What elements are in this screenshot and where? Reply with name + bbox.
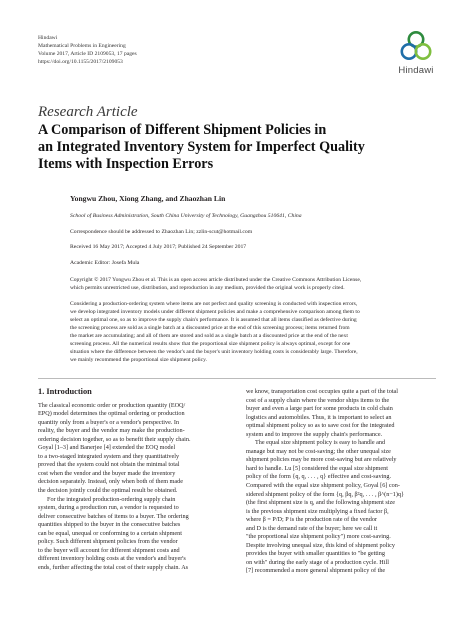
paragraph-line: on with" during the early stage of a production cycle. Hill — [246, 558, 389, 566]
abstract-line: situation where the difference between the vendor's and the buyer's unit inventory holding costs is considerably large. Therefore, — [70, 349, 358, 356]
paragraph-line: system and to improve the supply chain's performance. — [246, 430, 383, 438]
paragraph-line: cost of a supply chain where the vendor ships items to the — [246, 396, 390, 404]
paragraph-line: decision separately. Instead, only when both of them made — [38, 478, 183, 486]
publisher-name: Hindawi — [38, 35, 58, 41]
paragraph — [38, 496, 228, 573]
paragraph-line: quantity only from a buyer's or a vendor's perspective. In — [38, 418, 180, 426]
paragraph-line: is the previous shipment size multiplying a fixed factor β, — [246, 507, 389, 515]
paragraph-line: hard to handle. Lu [5] considered the equal size shipment — [246, 464, 388, 472]
paragraph-line: Goyal [1–3] and Banerjee [4] extended the EOQ model — [38, 444, 176, 452]
body-column-right — [246, 388, 436, 576]
volume-line: Volume 2017, Article ID 2109053, 17 pages — [38, 51, 137, 58]
abstract-line: Considering a production-ordering system where items are not perfect and quality screening is conducted with inspection errors, — [70, 301, 358, 307]
journal-name: Mathematical Problems in Engineering — [38, 43, 126, 50]
article-type: Research Article — [38, 104, 138, 120]
paragraph-line: deliver consecutive batches of items to a buyer. The ordering — [38, 512, 189, 520]
abstract-line: the market are accumulating; and all of them are stored and sold as a single batch at a discounted price at the end of the next — [70, 333, 348, 340]
correspondence: Correspondence should be addressed to Zhaozhan Lin; zzlin-scut@hotmail.com — [70, 229, 253, 235]
paragraph-line: we know, transportation cost occupies quite a part of the total — [246, 388, 399, 395]
abstract-line: the screening process are sold as a single batch at a discounted price at the end of this screening process; items returned from — [70, 325, 350, 332]
paragraph-line: policy of the form {q, q, . . . , q} effective and cost-saving. — [246, 473, 392, 481]
paragraph-line: shipment policies may be more cost-saving but are relatively — [246, 456, 397, 464]
author-list: Yongwu Zhou, Xiong Zhang, and Zhaozhan Lin — [70, 194, 226, 203]
paragraph-line: For the integrated production-ordering supply chain — [47, 495, 176, 503]
title-line: an Integrated Inventory System for Imperfect Quality — [38, 139, 365, 156]
paragraph-line: where β = P/D; P is the production rate of the vendor — [246, 516, 377, 524]
paragraph-line: to a two-staged integrated system and they quantitatively — [38, 452, 180, 460]
paragraph-line: Compared with the equal size shipment policy, Goyal [6] con- — [246, 482, 400, 490]
paragraph-line: and D is the demand rate of the buyer; here we call it — [246, 524, 378, 532]
hindawi-rings-icon — [399, 30, 433, 64]
paragraph-line: can be equal, unequal or conforming to a certain shipment — [38, 529, 182, 537]
paragraph-line: proved that the system could not obtain the minimal total — [38, 461, 180, 469]
paragraph-line: (the first shipment size is q, and the following shipment size — [246, 499, 395, 507]
logo-wordmark: Hindawi — [398, 65, 434, 76]
paragraph-line: "the proportional size shipment policy") more cost-saving. — [246, 533, 391, 541]
paragraph — [246, 439, 436, 576]
paragraph-line: provides the buyer with smaller quantities to "be getting — [246, 550, 385, 558]
paragraph-line: The equal size shipment policy is easy to handle and — [255, 439, 386, 447]
paragraph — [38, 402, 228, 496]
paragraph-line: [7] recommended a more general shipment policy of the — [246, 567, 386, 575]
paragraph-line: EPQ) model determines the optimal ordering or production — [38, 410, 185, 418]
abstract-line: screening process. All the numerical results show that the proportional size shipment policy is always optimal, except for one — [70, 341, 351, 348]
paragraph-line: reality, the buyer and the vendor may make the production- — [38, 427, 185, 435]
paragraph-line: optimal shipment policy so as to save cost for the integrated — [246, 422, 395, 430]
paragraph — [246, 388, 436, 439]
paragraph-line: the decision jointly could the optimal result be obtained. — [38, 487, 178, 495]
paragraph-line: buyer and even a large part for some products in cold chain — [246, 405, 393, 413]
paragraph-line: manage but may not be cost-saving; the other unequal size — [246, 447, 391, 455]
paragraph-line: to the buyer will account for different shipment costs and — [38, 546, 180, 554]
paragraph-line: logistics and automobiles. Thus, it is important to select an — [246, 413, 392, 421]
affiliation: School of Business Administration, South China University of Technology, Guangzhou 510641, China — [70, 213, 302, 219]
abstract — [70, 300, 440, 364]
paragraph-line: different inventory holding costs at the vendor's and buyer's — [38, 555, 186, 563]
paragraph-line: Despite involving unequal size, this kind of shipment policy — [246, 541, 395, 549]
hindawi-logo — [392, 30, 440, 80]
abstract-line: we mainly recommend the proportional size shipment policy. — [70, 357, 207, 364]
paragraph-line: cost when the vendor and the buyer made the inventory — [38, 469, 176, 477]
paragraph-line: The classical economic order or production quantity (EOQ/ — [38, 401, 186, 409]
paragraph-line: system, during a production run, a vendor is requested to — [38, 504, 179, 512]
body-column-left — [38, 378, 228, 572]
title-line: A Comparison of Different Shipment Policies in — [38, 122, 327, 138]
doi-link[interactable]: https://doi.org/10.1155/2017/2109053 — [38, 59, 123, 66]
article-title — [38, 122, 438, 174]
title-line: Items with Inspection Errors — [38, 156, 214, 173]
paragraph-line: ends, further affecting the total cost of their supply chain. As — [38, 563, 189, 571]
section-heading: 1. Introduction — [38, 387, 92, 396]
paragraph-line: policy. Such different shipment policies from the vendor — [38, 538, 178, 546]
paragraph-line: quantities shipped to the buyer in the consecutive batches — [38, 521, 181, 529]
copyright-line: Copyright © 2017 Yongwu Zhou et al. This is an open access article distributed under the Creative Commons Attribution License, — [70, 277, 362, 283]
publication-dates: Received 16 May 2017; Accepted 4 July 2017; Published 24 September 2017 — [70, 244, 247, 250]
paragraph-line: sidered shipment policy of the form {q, βq, β²q, . . . , β^(n−1)q} — [246, 490, 405, 498]
copyright-notice — [70, 277, 440, 293]
copyright-line: which permits unrestricted use, distribution, and reproduction in any medium, provided the original work is properly cited. — [70, 284, 345, 291]
abstract-line: select an optimal one, so as to improve the supply chain's performance. It is assumed that all items classified as defective during — [70, 317, 357, 324]
abstract-line: we develop integrated inventory models under different shipment policies and make a comprehensive comparison among them to — [70, 309, 360, 316]
journal-meta — [38, 34, 137, 66]
paragraph-line: ordering decision together, so as to benefit their supply chain. — [38, 435, 191, 443]
academic-editor: Academic Editor: Josefa Mula — [70, 260, 140, 266]
